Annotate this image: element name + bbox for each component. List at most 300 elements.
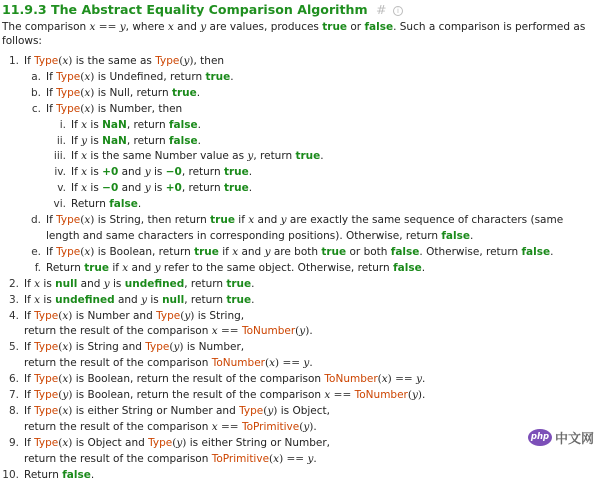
text-run: If xyxy=(24,373,35,386)
text-run: , return xyxy=(181,182,224,195)
math-symbol: ( xyxy=(269,452,274,465)
literal-value: true xyxy=(223,182,249,195)
step-text xyxy=(71,135,201,147)
text-run: . xyxy=(421,261,426,274)
text-run: is String, then return xyxy=(94,214,211,227)
step-text xyxy=(71,166,252,178)
math-symbol: ( xyxy=(80,86,85,99)
math-symbol: == xyxy=(391,373,417,386)
text-run: . xyxy=(230,70,234,83)
abstract-operation: Type xyxy=(145,341,170,354)
text-run: . xyxy=(469,229,474,242)
math-symbol: ) xyxy=(68,55,73,67)
algorithm-step xyxy=(2,372,596,388)
literal-value: NaN xyxy=(102,134,127,147)
abstract-operation: Type xyxy=(34,373,59,386)
text-run: . xyxy=(197,118,201,131)
variable: x xyxy=(211,325,218,338)
variable: y xyxy=(119,21,126,33)
step-text xyxy=(24,341,313,369)
text-run: are values, produces xyxy=(206,21,323,33)
math-symbol: ( xyxy=(299,420,304,433)
text-run: . xyxy=(309,357,313,370)
text-run: , return xyxy=(184,277,227,290)
algorithm-step xyxy=(2,70,596,86)
text-run: or xyxy=(347,21,365,33)
text-run: . xyxy=(313,420,317,433)
math-symbol: ( xyxy=(80,102,85,115)
literal-value: false xyxy=(441,229,470,242)
variable: y xyxy=(81,134,88,147)
math-symbol: ) xyxy=(68,436,73,449)
text-run: is Null, return xyxy=(94,86,172,99)
math-symbol: ( xyxy=(80,214,85,227)
literal-value: false xyxy=(109,198,138,211)
variable: x xyxy=(84,245,91,258)
algorithm-step xyxy=(2,388,596,404)
step-text xyxy=(46,214,563,242)
text-run: if xyxy=(234,214,249,227)
abstract-operation: Type xyxy=(34,341,59,354)
step-marker: e. xyxy=(31,245,41,258)
text-run: and xyxy=(118,182,145,195)
variable: x xyxy=(122,261,129,274)
step-text xyxy=(24,405,330,433)
math-symbol: ( xyxy=(377,373,382,386)
step-marker: 2. xyxy=(8,277,19,290)
math-symbol: ( xyxy=(169,341,174,354)
literal-value: true xyxy=(194,245,219,258)
step-text xyxy=(24,469,94,481)
abstract-operation: Type xyxy=(56,70,81,83)
literal-value: +0 xyxy=(165,182,182,195)
algorithm-step xyxy=(2,309,596,341)
algorithm-step xyxy=(2,197,596,213)
text-run: . xyxy=(90,468,95,481)
step-marker: 1. xyxy=(8,55,19,67)
abstract-operation: Type xyxy=(34,436,59,449)
literal-value: true xyxy=(226,293,252,306)
variable: y xyxy=(184,309,191,322)
variable: y xyxy=(144,166,151,179)
variable: y xyxy=(303,357,310,370)
algorithm-step xyxy=(2,261,596,277)
literal-value: true xyxy=(226,277,252,290)
math-symbol: ) xyxy=(387,373,392,386)
math-symbol: == xyxy=(279,357,304,370)
step-text xyxy=(71,182,252,194)
text-run: . xyxy=(251,277,255,290)
text-run: The comparison xyxy=(2,21,90,33)
text-run: If xyxy=(24,293,35,306)
step-text xyxy=(24,278,255,290)
algorithm-step xyxy=(2,149,596,165)
algorithm-step xyxy=(2,213,596,245)
text-run: . xyxy=(137,198,142,211)
variable: x xyxy=(81,118,88,131)
text-run: is Object and xyxy=(72,436,149,449)
math-symbol: ) xyxy=(182,436,187,449)
text-run: and xyxy=(114,293,142,306)
text-run: . xyxy=(422,389,426,402)
variable: x xyxy=(62,373,69,386)
step-marker: ii. xyxy=(56,134,66,147)
variable: y xyxy=(416,373,422,386)
text-run: is Number, xyxy=(183,341,245,354)
text-run: or both xyxy=(346,245,391,258)
php-logo-badge: php xyxy=(528,429,552,446)
algorithm-step xyxy=(2,245,596,261)
math-symbol: ) xyxy=(273,404,278,417)
text-run: is xyxy=(40,293,56,306)
site-watermark xyxy=(528,425,594,449)
text-run: refer to the same object. Otherwise, return xyxy=(160,261,394,274)
variable: x xyxy=(381,373,388,386)
algorithm-step xyxy=(2,436,596,468)
step-marker: 5. xyxy=(8,341,19,354)
section-heading xyxy=(2,2,596,18)
text-run: . xyxy=(422,373,426,386)
text-run: . xyxy=(320,150,324,163)
variable: x xyxy=(232,245,239,258)
step-marker: 8. xyxy=(8,404,19,417)
literal-value: null xyxy=(55,277,78,290)
literal-value: false xyxy=(168,118,198,131)
abstract-operation: Type xyxy=(34,404,59,417)
variable: x xyxy=(62,309,69,322)
variable: y xyxy=(411,389,418,402)
text-run: is xyxy=(109,277,125,290)
text-run: . xyxy=(197,134,201,147)
text-run: If xyxy=(24,277,35,290)
text-run: If xyxy=(24,404,35,417)
text-run: return the result of the comparison xyxy=(24,325,212,338)
variable: y xyxy=(154,261,161,274)
algorithm-step xyxy=(2,340,596,372)
variable: x xyxy=(84,70,91,83)
step-text xyxy=(71,198,141,210)
text-run: and xyxy=(118,166,145,179)
text-run: . xyxy=(313,452,317,465)
text-run: If xyxy=(24,309,35,322)
math-symbol: ( xyxy=(179,55,184,67)
variable: x xyxy=(62,55,69,67)
algorithm-step xyxy=(2,404,596,436)
math-symbol: ) xyxy=(68,404,73,417)
step-marker: d. xyxy=(30,214,41,227)
text-run: is the same as xyxy=(72,55,156,67)
variable: y xyxy=(299,325,306,338)
text-run: If xyxy=(24,55,35,67)
math-symbol: ( xyxy=(180,309,185,322)
algorithm-step xyxy=(2,181,596,197)
variable: x xyxy=(62,404,69,417)
variable: y xyxy=(307,452,314,465)
step-marker: b. xyxy=(30,86,41,99)
variable: x xyxy=(62,436,69,449)
abstract-operation: Type xyxy=(34,309,59,322)
abstract-operation: ToNumber xyxy=(354,389,408,402)
math-symbol: ) xyxy=(68,341,73,354)
math-symbol: ) xyxy=(68,309,73,322)
variable: x xyxy=(84,102,91,115)
algorithm-step xyxy=(2,86,596,102)
step-marker: a. xyxy=(31,70,41,83)
text-run: If xyxy=(46,214,57,227)
abstract-operation: Type xyxy=(239,404,264,417)
text-run: , return xyxy=(126,118,169,131)
text-run: is Number and xyxy=(72,309,157,322)
literal-value: false xyxy=(364,21,394,33)
math-symbol: ( xyxy=(58,373,63,386)
text-run: If xyxy=(46,86,57,99)
text-run: . xyxy=(248,182,253,195)
text-run: if xyxy=(108,261,123,274)
text-run: , return xyxy=(253,150,296,163)
step-text xyxy=(71,150,324,162)
literal-value: false xyxy=(168,134,198,147)
text-run: and xyxy=(77,277,104,290)
literal-value: true xyxy=(210,214,235,227)
math-symbol: ( xyxy=(80,70,85,83)
variable: y xyxy=(280,214,287,227)
abstract-operation: Type xyxy=(56,86,81,99)
step-marker: v. xyxy=(57,182,66,195)
literal-value: true xyxy=(321,245,347,258)
variable: x xyxy=(62,341,69,354)
literal-value: true xyxy=(223,166,249,179)
section-title: 11.9.3 The Abstract Equality Comparison Algorithm xyxy=(2,2,368,17)
step-text xyxy=(71,119,201,131)
text-run: is xyxy=(40,277,56,290)
text-run: If xyxy=(71,134,82,147)
intro-paragraph xyxy=(2,20,596,48)
math-symbol: == xyxy=(217,325,242,338)
math-symbol: ) xyxy=(179,341,184,354)
variable: x xyxy=(89,21,96,33)
step-text xyxy=(24,389,425,401)
math-symbol: ) xyxy=(90,70,95,83)
text-run: , then xyxy=(193,55,225,67)
variable: y xyxy=(173,341,180,354)
step-text xyxy=(24,310,313,338)
literal-value: false xyxy=(390,245,420,258)
text-run: . xyxy=(309,325,313,338)
math-symbol: ( xyxy=(264,357,270,370)
variable: x xyxy=(34,277,41,290)
math-symbol: ) xyxy=(90,214,95,227)
text-run: . xyxy=(550,245,554,258)
algorithm-step xyxy=(2,468,596,483)
algorithm-step xyxy=(2,54,596,70)
variable: x xyxy=(211,420,218,433)
variable: x xyxy=(81,166,88,179)
step-text xyxy=(46,71,234,83)
text-run: is xyxy=(87,134,103,147)
text-run: is xyxy=(150,166,166,179)
watermark-text: 中文网 xyxy=(554,431,594,447)
step-marker: 10. xyxy=(2,468,19,481)
literal-value: false xyxy=(393,261,422,274)
literal-value: undefined xyxy=(55,293,115,306)
variable: x xyxy=(81,150,88,163)
math-symbol: ) xyxy=(90,86,95,99)
text-run: If xyxy=(24,389,35,402)
text-run: If xyxy=(46,70,57,83)
abstract-operation: Type xyxy=(148,436,173,449)
math-symbol: == xyxy=(330,389,355,402)
text-run: are exactly the same sequence of characters (same length and same characters in corresponding positions). Otherwise, return xyxy=(46,214,564,242)
text-run: is Boolean, return the result of the comparison xyxy=(72,389,325,402)
text-run: is xyxy=(87,166,103,179)
math-symbol: ) xyxy=(90,102,95,115)
variable: x xyxy=(273,452,280,465)
text-run: is Number, then xyxy=(94,102,183,115)
variable: y xyxy=(200,21,207,33)
variable: x xyxy=(248,214,255,227)
abstract-operation: Type xyxy=(56,214,81,227)
literal-value: true xyxy=(322,21,348,33)
text-run: . xyxy=(196,86,201,99)
math-symbol: ( xyxy=(58,309,63,322)
literal-value: +0 xyxy=(102,166,119,179)
text-run: . xyxy=(251,293,255,306)
math-symbol: ( xyxy=(263,404,268,417)
step-text xyxy=(46,246,553,258)
text-run: , where xyxy=(125,21,168,33)
algorithm-step xyxy=(2,293,596,309)
math-symbol: ) xyxy=(189,55,194,67)
text-run: and xyxy=(173,21,201,33)
text-run: If xyxy=(46,102,57,115)
abstract-operation: Type xyxy=(56,245,81,258)
variable: y xyxy=(247,150,254,163)
text-run: is either String or Number, xyxy=(186,436,330,449)
algorithm-step xyxy=(2,165,596,181)
variable: x xyxy=(324,389,331,402)
literal-value: −0 xyxy=(165,166,182,179)
text-run: is Object, xyxy=(277,404,330,417)
text-run: is xyxy=(147,293,163,306)
algorithm-step xyxy=(2,118,596,134)
text-run: If xyxy=(24,341,35,354)
variable: x xyxy=(84,86,91,99)
step-text xyxy=(24,55,224,67)
text-run: return the result of the comparison xyxy=(24,452,212,465)
text-run: are both xyxy=(270,245,322,258)
literal-value: true xyxy=(205,70,231,83)
text-run: is String and xyxy=(72,341,146,354)
variable: x xyxy=(34,293,41,306)
math-symbol: ) xyxy=(305,325,310,338)
text-run: If xyxy=(71,118,82,131)
text-run: , return xyxy=(181,166,224,179)
algorithm-step xyxy=(2,102,596,118)
text-run: If xyxy=(46,245,57,258)
step-text xyxy=(24,437,330,465)
math-symbol: ) xyxy=(275,357,280,370)
abstract-operation: Type xyxy=(155,55,180,67)
step-marker: iii. xyxy=(53,150,66,163)
variable: y xyxy=(176,436,183,449)
text-run: is String, xyxy=(194,309,245,322)
text-run: is xyxy=(150,182,166,195)
text-run: return the result of the comparison xyxy=(24,357,212,370)
literal-value: true xyxy=(295,150,321,163)
variable: y xyxy=(264,245,271,258)
step-marker: vi. xyxy=(53,198,66,211)
math-symbol: ) xyxy=(309,420,314,433)
math-symbol: ( xyxy=(295,325,300,338)
variable: x xyxy=(269,357,275,370)
text-run: . xyxy=(248,166,253,179)
literal-value: null xyxy=(162,293,185,306)
step-marker: 3. xyxy=(8,293,19,306)
step-text xyxy=(46,262,425,274)
literal-value: −0 xyxy=(102,182,119,195)
step-text xyxy=(24,373,425,385)
algorithm-step xyxy=(2,277,596,293)
variable: y xyxy=(144,182,151,195)
variable: y xyxy=(303,420,310,433)
variable: y xyxy=(267,404,274,417)
math-symbol: ( xyxy=(58,404,63,417)
text-run: , return xyxy=(126,134,169,147)
variable: y xyxy=(183,55,190,67)
text-run: If xyxy=(24,436,35,449)
abstract-operation: ToPrimitive xyxy=(241,420,300,433)
text-run: . Otherwise, return xyxy=(419,245,522,258)
variable: y xyxy=(141,293,147,306)
variable: x xyxy=(167,21,174,33)
math-symbol: ) xyxy=(190,309,195,322)
abstract-operation: ToNumber xyxy=(324,373,378,386)
step-marker: i. xyxy=(59,118,66,131)
step-text xyxy=(46,87,200,99)
variable: y xyxy=(103,277,110,290)
text-run: if xyxy=(218,245,233,258)
literal-value: undefined xyxy=(124,277,185,290)
text-run: If xyxy=(71,150,82,163)
text-run: and xyxy=(254,214,281,227)
anchor-link[interactable]: # xyxy=(376,2,387,17)
step-marker: iv. xyxy=(54,166,66,179)
text-run: Return xyxy=(24,468,63,481)
literal-value: NaN xyxy=(102,118,127,131)
math-symbol: ( xyxy=(58,436,63,449)
info-circle-icon[interactable]: i xyxy=(393,6,403,16)
text-run: is Boolean, return the result of the comparison xyxy=(72,373,325,386)
math-symbol: == xyxy=(283,452,308,465)
text-run: is xyxy=(87,182,103,195)
text-run: Return xyxy=(46,261,85,274)
step-marker: f. xyxy=(34,261,41,274)
variable: x xyxy=(81,182,88,195)
math-symbol: ) xyxy=(279,452,284,465)
text-run: is xyxy=(87,118,103,131)
step-marker: 7. xyxy=(8,389,19,402)
text-run: is Undefined, return xyxy=(94,70,206,83)
literal-value: false xyxy=(521,245,551,258)
abstract-operation: ToPrimitive xyxy=(211,452,270,465)
math-symbol: ( xyxy=(407,389,412,402)
math-symbol: ) xyxy=(68,389,73,402)
text-run: is the same Number value as xyxy=(87,150,248,163)
text-run: If xyxy=(71,182,82,195)
text-run: return the result of the comparison xyxy=(24,420,212,433)
step-marker: 6. xyxy=(8,373,19,386)
math-symbol: == xyxy=(217,420,242,433)
